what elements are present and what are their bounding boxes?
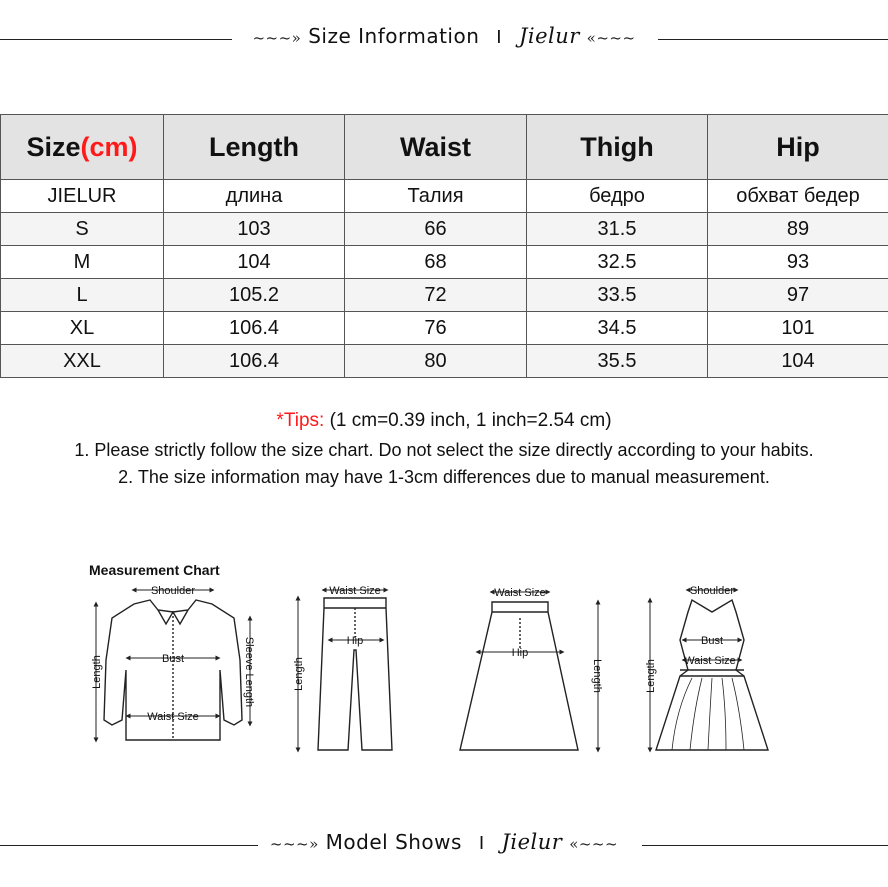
banner-title-group	[0, 830, 888, 854]
banner-separator: I	[478, 833, 485, 854]
table-cell: 106.4	[164, 312, 345, 345]
tips-note-1: 1. Please strictly follow the size chart. Do not select the size directly according to your habits.	[74, 440, 814, 460]
table-row	[1, 279, 888, 312]
table-cell: Талия	[345, 180, 527, 213]
size-table	[0, 114, 888, 378]
banner-title-group	[0, 24, 888, 48]
table-row	[1, 312, 888, 345]
table-cell: длина	[164, 180, 345, 213]
banner-title: Model Shows	[325, 830, 462, 854]
table-subheader-row	[1, 180, 888, 213]
table-cell: 66	[345, 213, 527, 246]
dress-shoulder-label: Shoulder	[689, 585, 735, 597]
shirt-waist-label: Waist Size	[147, 711, 199, 723]
table-cell: 103	[164, 213, 345, 246]
dress-bust-label: Bust	[700, 635, 724, 647]
dress-diagram	[656, 600, 768, 750]
table-cell: обхват бедер	[708, 180, 888, 213]
shirt-sleeve-label: Sleeve Length	[243, 636, 255, 708]
table-cell: JIELUR	[1, 180, 164, 213]
size-cell: L	[1, 279, 164, 312]
pants-waist-label: Waist Size	[329, 585, 381, 597]
table-row	[1, 246, 888, 279]
table-cell: 101	[708, 312, 888, 345]
table-cell: 76	[345, 312, 527, 345]
table-cell: 89	[708, 213, 888, 246]
table-cell: 80	[345, 345, 527, 378]
banner-separator: I	[496, 27, 503, 48]
banner-title: Size Information	[308, 24, 480, 48]
brand-name: Jielur	[518, 24, 580, 48]
table-cell: бедро	[527, 180, 708, 213]
tips-line	[0, 410, 888, 432]
header-size: Size(cm)	[1, 115, 164, 180]
skirt-waist-label: Waist Size	[494, 587, 546, 599]
dress-waist-label: Waist Size	[684, 655, 736, 667]
brand-name: Jielur	[501, 830, 563, 854]
skirt-hip-label: Hip	[511, 647, 529, 659]
table-header-row	[1, 115, 888, 180]
size-cell: XXL	[1, 345, 164, 378]
header-hip: Hip	[708, 115, 888, 180]
tips-note-2: 2. The size information may have 1-3cm differences due to manual measurement.	[118, 467, 770, 487]
shirt-bust-label: Bust	[161, 653, 185, 665]
table-row	[1, 213, 888, 246]
size-information-banner	[0, 20, 888, 60]
size-cell: XL	[1, 312, 164, 345]
table-cell: 33.5	[527, 279, 708, 312]
skirt-length-label: Length	[591, 659, 603, 693]
table-cell: 31.5	[527, 213, 708, 246]
header-thigh: Thigh	[527, 115, 708, 180]
swirl-right-icon: «~~~	[586, 29, 636, 47]
header-waist: Waist	[345, 115, 527, 180]
shirt-shoulder-label: Shoulder	[150, 585, 196, 597]
table-cell: 106.4	[164, 345, 345, 378]
table-cell: 104	[164, 246, 345, 279]
swirl-left-icon: ~~~»	[269, 835, 319, 853]
tips-conversion: (1 cm=0.39 inch, 1 inch=2.54 cm)	[324, 410, 612, 431]
size-cell: M	[1, 246, 164, 279]
table-cell: 105.2	[164, 279, 345, 312]
table-cell: 104	[708, 345, 888, 378]
tips-label: *Tips:	[276, 410, 325, 431]
table-cell: 32.5	[527, 246, 708, 279]
table-cell: 35.5	[527, 345, 708, 378]
table-cell: 97	[708, 279, 888, 312]
pants-diagram	[318, 598, 392, 750]
table-cell: 68	[345, 246, 527, 279]
swirl-right-icon: «~~~	[569, 835, 619, 853]
table-cell: 72	[345, 279, 527, 312]
pants-hip-label: Hip	[346, 635, 364, 647]
header-length: Length	[164, 115, 345, 180]
measurement-diagrams	[0, 560, 888, 780]
table-cell: 34.5	[527, 312, 708, 345]
pants-length-label: Length	[293, 657, 305, 691]
table-cell: 93	[708, 246, 888, 279]
table-row	[1, 345, 888, 378]
skirt-diagram	[460, 602, 578, 750]
model-shows-banner	[0, 826, 888, 866]
shirt-length-label: Length	[91, 655, 103, 689]
measurement-chart-title: Measurement Chart	[89, 562, 220, 578]
swirl-left-icon: ~~~»	[252, 29, 302, 47]
dress-length-label: Length	[645, 659, 657, 693]
size-cell: S	[1, 213, 164, 246]
